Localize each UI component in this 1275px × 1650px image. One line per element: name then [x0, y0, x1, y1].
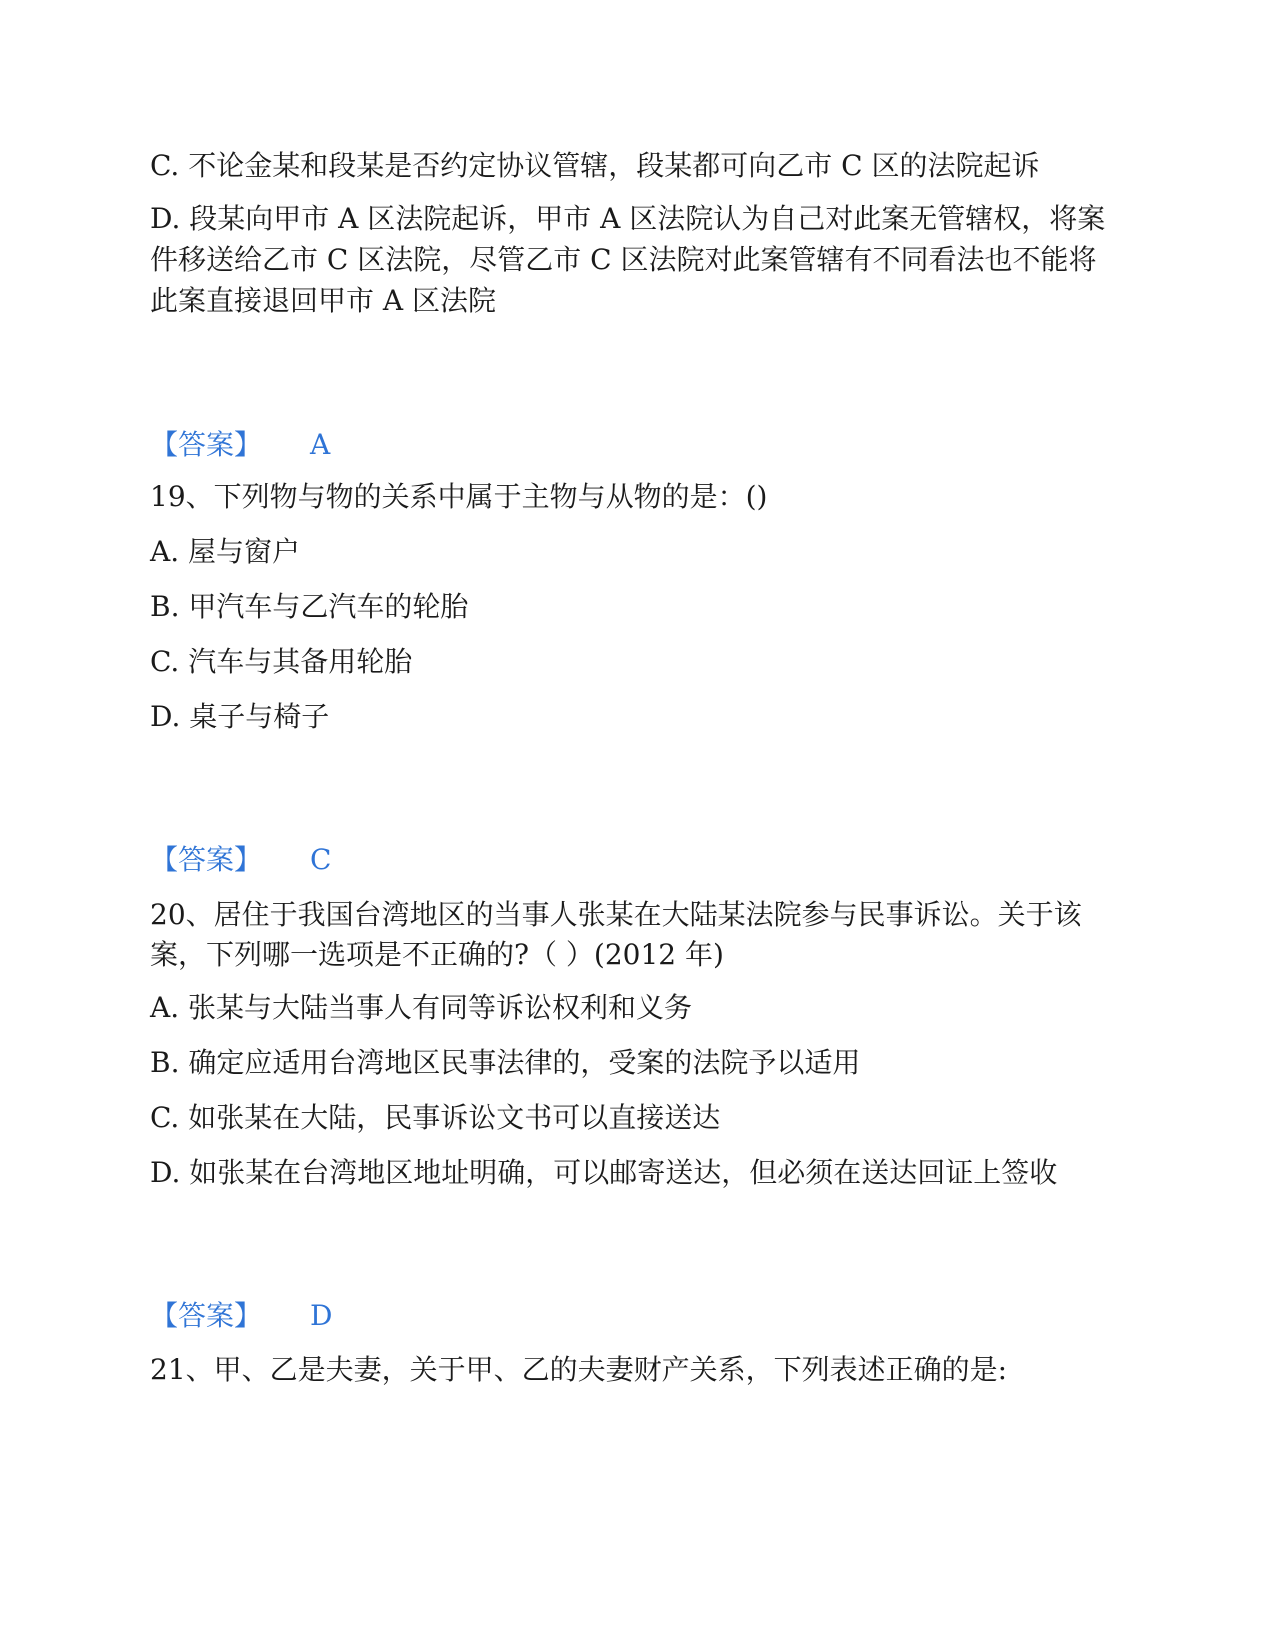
q20-option-a: A. 张某与大陆当事人有同等诉讼权利和义务	[150, 991, 693, 1024]
q18-option-d-line2: 件移送给乙市 C 区法院，尽管乙市 C 区法院对此案管辖有不同看法也不能将	[150, 243, 1097, 276]
q19-option-a: A. 屋与窗户	[150, 535, 301, 568]
q20-option-c: C. 如张某在大陆，民事诉讼文书可以直接送达	[150, 1101, 721, 1134]
answer-value: D	[310, 1299, 333, 1332]
answer-value: C	[310, 843, 332, 876]
q20-question-line2: 案，下列哪一选项是不正确的?（ ）(2012 年)	[150, 938, 724, 971]
q20-option-d: D. 如张某在台湾地区地址明确，可以邮寄送达，但必须在送达回证上签收	[150, 1156, 1058, 1189]
q19-option-d: D. 桌子与椅子	[150, 700, 330, 733]
q19-option-c: C. 汽车与其备用轮胎	[150, 645, 413, 678]
q19-answer	[150, 840, 332, 880]
answer-label: 【答案】	[150, 843, 263, 876]
q19-question: 19、下列物与物的关系中属于主物与从物的是：()	[150, 480, 768, 513]
q18-option-d-line1: D. 段某向甲市 A 区法院起诉，甲市 A 区法院认为自己对此案无管辖权，将案	[150, 202, 1106, 235]
q18-option-c: C. 不论金某和段某是否约定协议管辖，段某都可向乙市 C 区的法院起诉	[150, 149, 1040, 182]
q20-answer	[150, 1296, 333, 1336]
answer-value: A	[310, 428, 331, 461]
q19-option-b: B. 甲汽车与乙汽车的轮胎	[150, 590, 469, 623]
q18-option-d-line3: 此案直接退回甲市 A 区法院	[150, 284, 497, 317]
q20-question-line1: 20、居住于我国台湾地区的当事人张某在大陆某法院参与民事诉讼。关于该	[150, 898, 1082, 931]
q20-option-b: B. 确定应适用台湾地区民事法律的，受案的法院予以适用	[150, 1046, 861, 1079]
q21-question: 21、甲、乙是夫妻，关于甲、乙的夫妻财产关系，下列表述正确的是:	[150, 1353, 1008, 1386]
q18-answer	[150, 425, 331, 465]
answer-label: 【答案】	[150, 1299, 263, 1332]
answer-label: 【答案】	[150, 428, 263, 461]
